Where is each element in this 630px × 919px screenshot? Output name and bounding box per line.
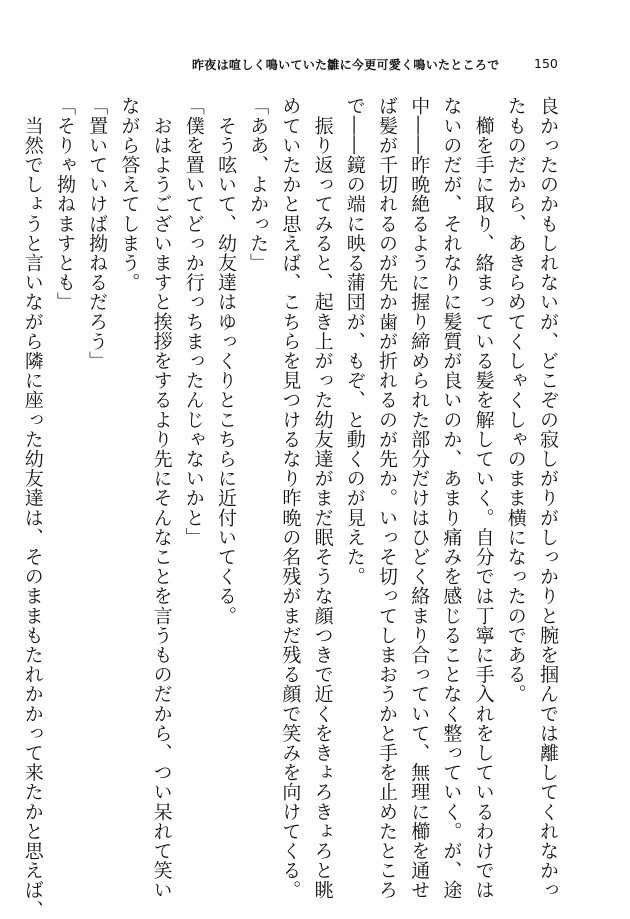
text-line: おはようございますと挨拶をするより先にそんなことを言うものだから、つい呆れて笑い xyxy=(150,96,173,900)
text-line: 中――昨晩絶るように握り締められた部分だけはひどく絡まり合っていて、無理に櫛を通せ xyxy=(408,96,431,900)
text-line: 当然でしょうと言いながら隣に座った幼友達は、そのままもたれかかって来たかと思えば、 xyxy=(21,96,44,919)
text-line: そう呟いて、幼友達はゆっくりとこちらに近付いてくる。 xyxy=(214,96,237,626)
vertical-body-text xyxy=(17,96,564,919)
text-line: 「僕を置いてどっか行っちまったんじゃないかと」 xyxy=(182,96,205,547)
text-line: ないのだが、それなりに髪質が良いのか、あまり痛みを感じることなく整っていく。が、途 xyxy=(440,96,463,900)
text-line: 「そりゃ拗ねますとも」 xyxy=(53,96,76,312)
text-line: 「置いていけば拗ねるだろう」 xyxy=(86,96,109,371)
page-number: 150 xyxy=(534,56,558,71)
text-line: 「ああ、よかった」 xyxy=(247,96,270,273)
text-line: ば髪が千切れるのが先か歯が折れるのが先か。いっそ切ってしまおうかと手を止めたところ xyxy=(375,96,398,900)
text-line: 櫛を手に取り、絡まっている髪を解していく。自分では丁寧に手入れをしているわけでは xyxy=(472,96,495,900)
running-header xyxy=(0,56,630,76)
text-line: で――鏡の端に映る蒲団が、もぞ、と動くのが見えた。 xyxy=(343,96,366,586)
text-line: めていたかと思えば、こちらを見つけるなり昨晩の名残がまだ残る顔で笑みを向けてくる。 xyxy=(279,96,302,900)
text-line: 振り返ってみると、起き上がった幼友達がまだ眠そうな顔つきで近くをきょろきょろと眺 xyxy=(311,96,334,900)
text-line: ながら答えてしまう。 xyxy=(118,96,141,292)
running-title: 昨夜は喧しく鳴いていた雛に今更可愛く鳴いたところで xyxy=(192,58,500,72)
text-line: 良かったのかもしれないが、どこぞの寂しがりがしっかりと腕を掴んでは離してくれなかっ xyxy=(537,96,559,900)
text-line: たものだから、あきらめてくしゃくしゃのまま横になったのである。 xyxy=(504,96,527,704)
